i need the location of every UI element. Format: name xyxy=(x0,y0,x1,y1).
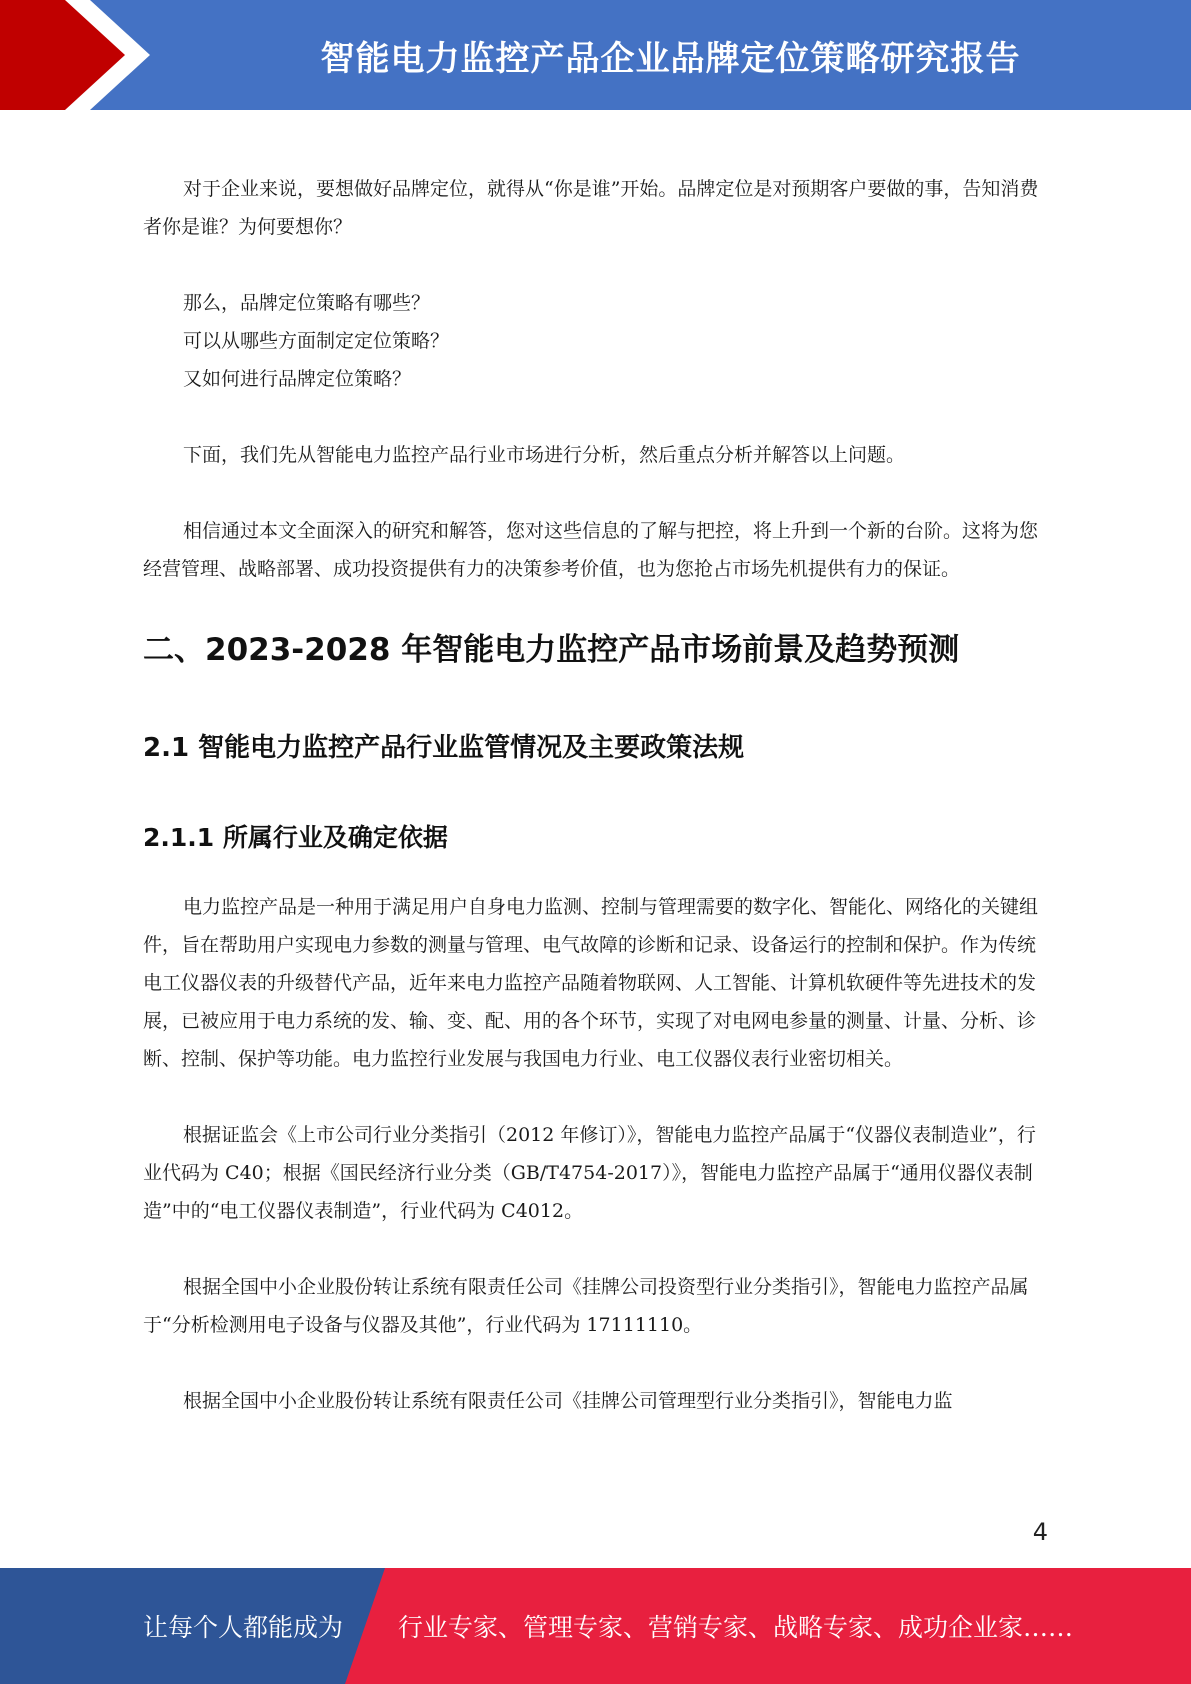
paragraph-4: 根据全国中小企业股份转让系统有限责任公司《挂牌公司管理型行业分类指引》，智能电力监 xyxy=(183,1390,953,1412)
intro-paragraph: 对于企业来说，要想做好品牌定位，就得从“你是谁”开始。品牌定位是对预期客户要做的事，告知消费者你是谁？为何要想你？ xyxy=(143,178,1039,238)
paragraph-1: 电力监控产品是一种用于满足用户自身电力监测、控制与管理需要的数字化、智能化、网络化的关键组件，旨在帮助用户实现电力参数的测量与管理、电气故障的诊断和记录、设备运行的控制和保护。作为传统电工仪器仪表的升级替代产品，近年来电力监控产品随着物联网、人工智能、计算机软硬件等先进技术的发展，已被应用于电力系统的发、输、变、配、用的各个环节，实现了对电网电参量的测量、计量、分析、诊断、控制、保护等功能。电力监控行业发展与我国电力行业、电工仪器仪表行业密切相关。 xyxy=(143,896,1039,1070)
belief-paragraph: 相信通过本文全面深入的研究和解答，您对这些信息的了解与把控，将上升到一个新的台阶。这将为您经营管理、战略部署、成功投资提供有力的决策参考价值，也为您抢占市场先机提供有力的保证。 xyxy=(143,520,1039,580)
next-paragraph: 下面，我们先从智能电力监控产品行业市场进行分析，然后重点分析并解答以上问题。 xyxy=(183,444,906,466)
header-chevron-icon xyxy=(0,0,160,110)
paragraph-3: 根据全国中小企业股份转让系统有限责任公司《挂牌公司投资型行业分类指引》，智能电力监控产品属于“分析检测用电子设备与仪器及其他”，行业代码为 17111110。 xyxy=(143,1276,1029,1336)
document-body xyxy=(143,170,1048,1420)
paragraph-2: 根据证监会《上市公司行业分类指引（2012 年修订）》，智能电力监控产品属于“仪器仪表制造业”，行业代码为 C40；根据《国民经济行业分类（GB/T4754-2017）》，智能电力监控产品属于“通用仪器仪表制造”中的“电工仪器仪表制造”，行业代码为 C4012。 xyxy=(143,1124,1036,1222)
question-3: 又如何进行品牌定位策略？ xyxy=(183,368,412,390)
page-footer xyxy=(0,1568,1191,1684)
page-header xyxy=(0,0,1191,110)
question-1: 那么，品牌定位策略有哪些？ xyxy=(183,292,431,314)
subsubsection-title: 2.1.1 所属行业及确定依据 xyxy=(143,823,448,852)
footer-slogan-right: 行业专家、管理专家、营销专家、战略专家、成功企业家…… xyxy=(398,1613,1074,1642)
footer-slogan-left: 让每个人都能成为 xyxy=(143,1613,344,1642)
section-title: 二、2023-2028 年智能电力监控产品市场前景及趋势预测 xyxy=(143,632,960,668)
subsection-title: 2.1 智能电力监控产品行业监管情况及主要政策法规 xyxy=(143,733,745,763)
question-2: 可以从哪些方面制定定位策略？ xyxy=(183,330,450,352)
page-number: 4 xyxy=(1032,1518,1048,1546)
header-title: 智能电力监控产品企业品牌定位策略研究报告 xyxy=(320,38,1021,79)
